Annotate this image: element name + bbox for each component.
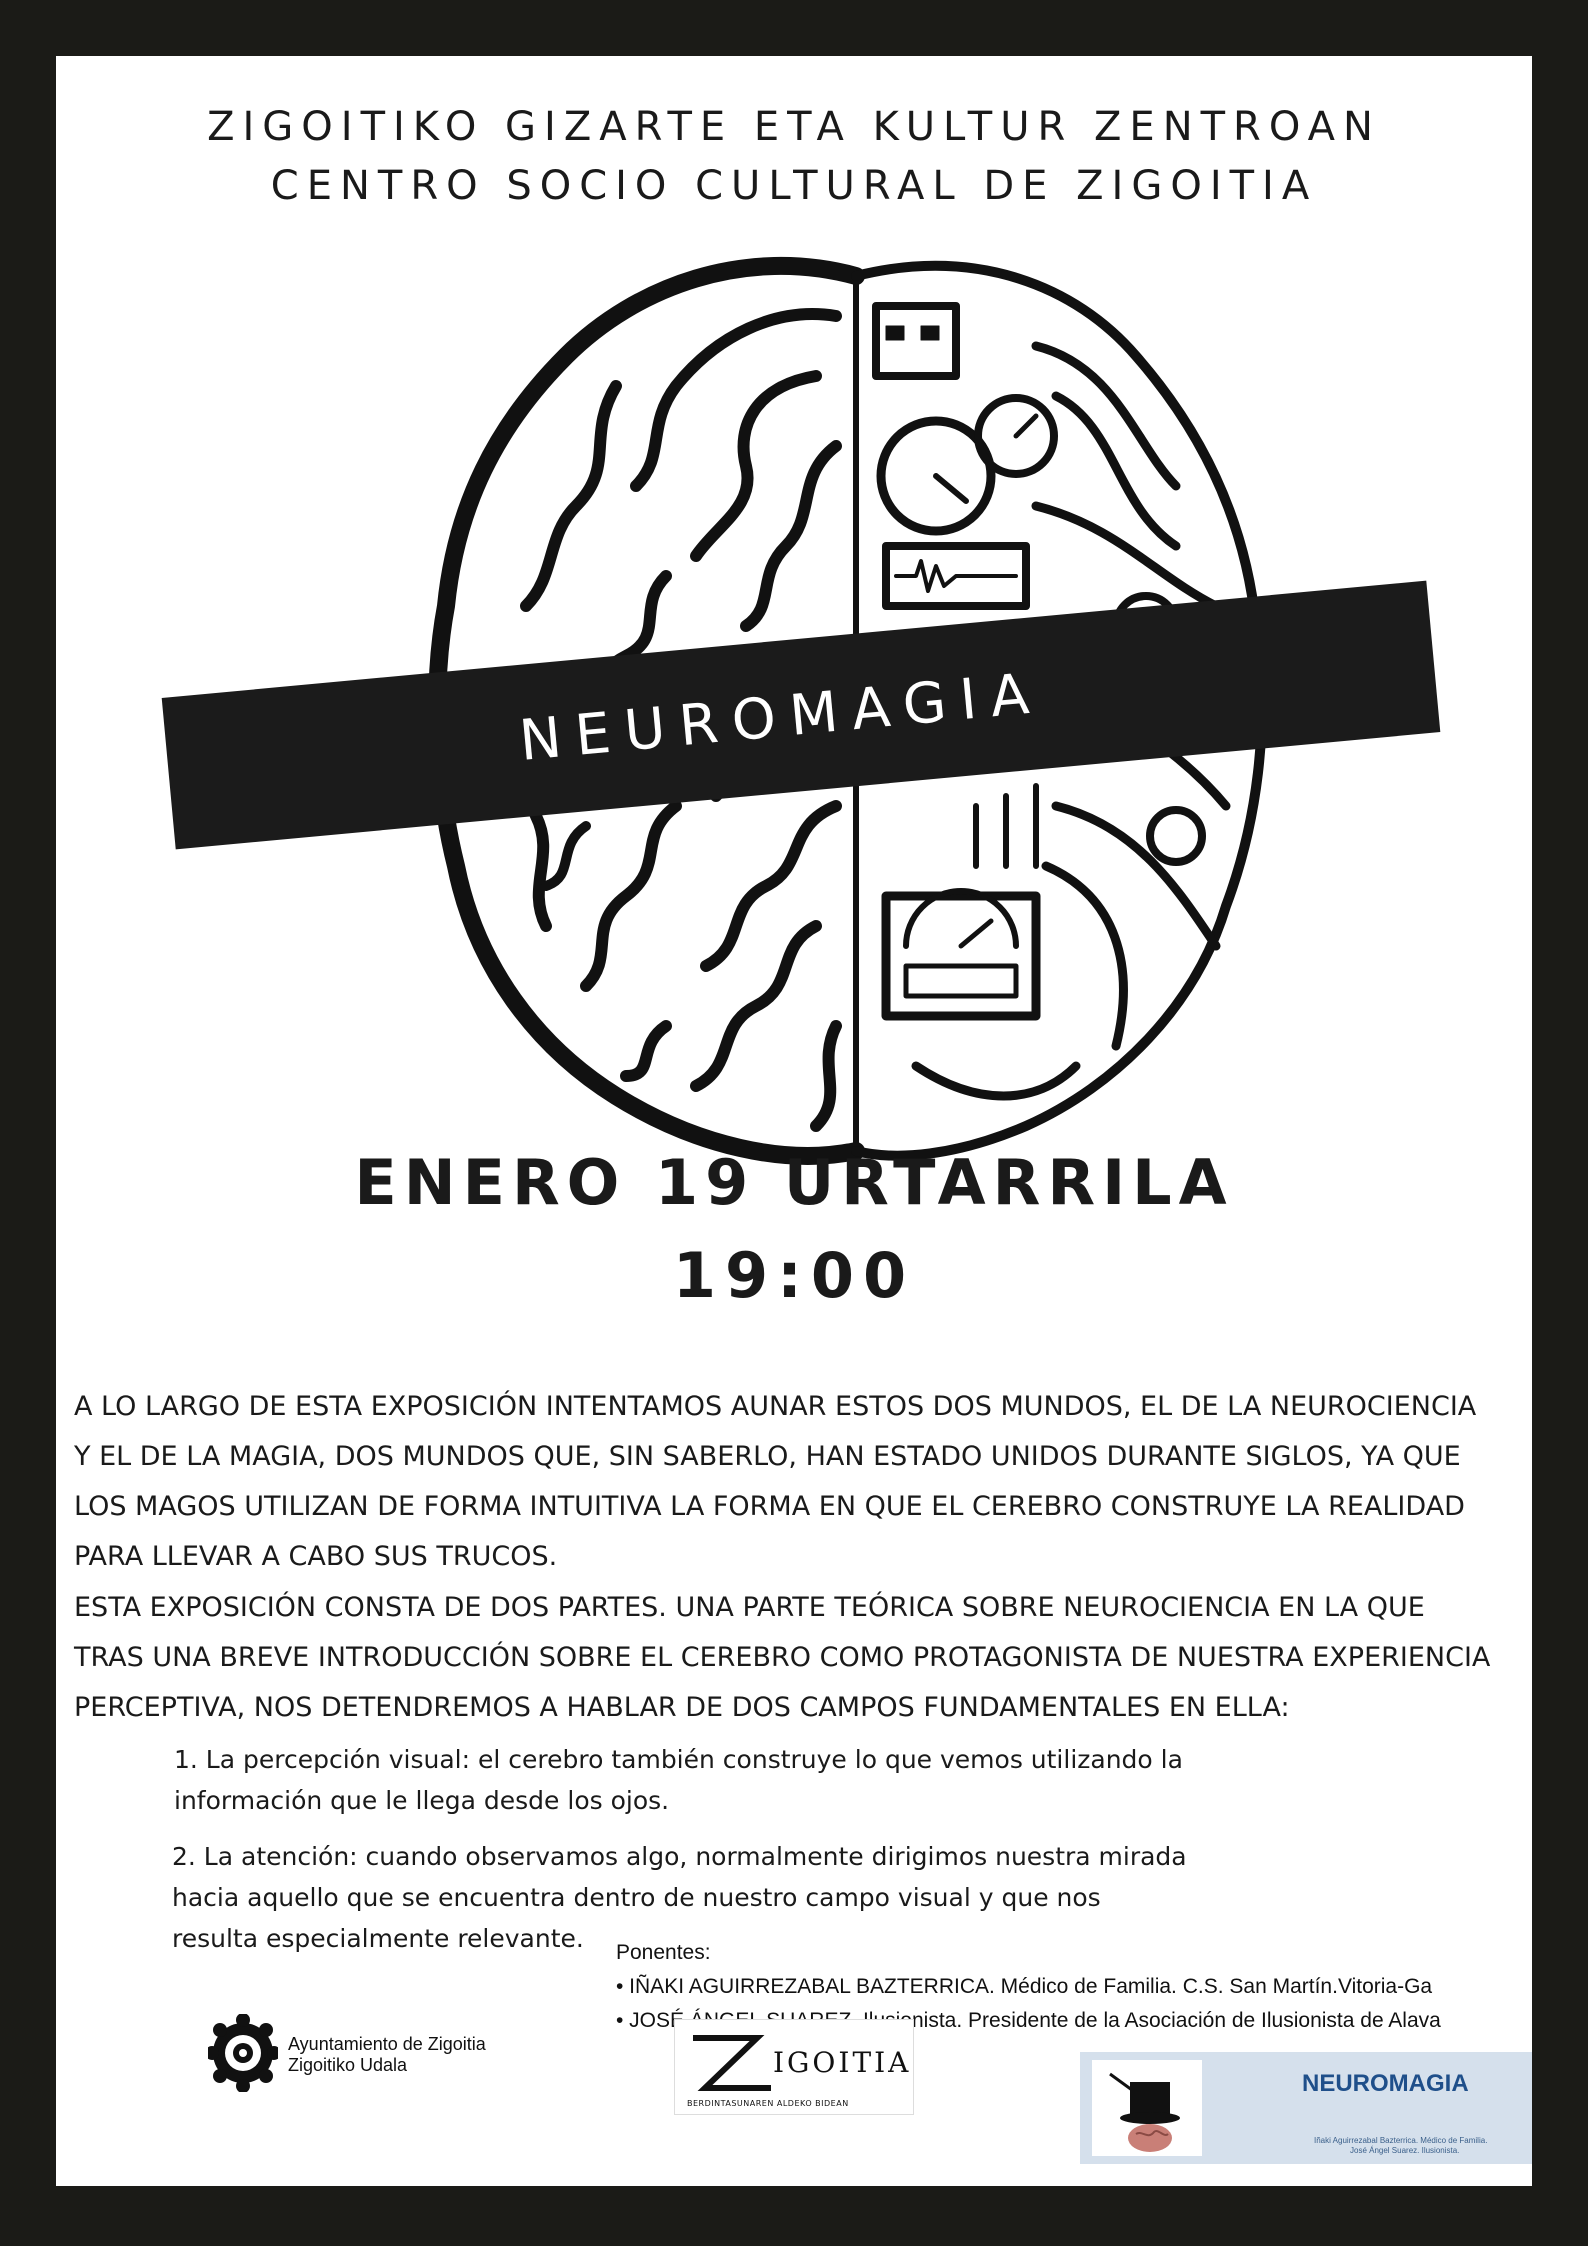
neuromagia-card-speaker-1: Iñaki Aguirrezabal Bazterrica. Médico de Familia. bbox=[1314, 2136, 1488, 2145]
item-line: hacia aquello que se encuentra dentro de nuestro campo visual y que nos bbox=[172, 1883, 1101, 1912]
venue-line-spanish: CENTRO SOCIO CULTURAL DE ZIGOITIA bbox=[270, 163, 1318, 209]
paragraph-line: LOS MAGOS UTILIZAN DE FORMA INTUITIVA LA FORMA EN QUE EL CEREBRO CONSTRUYE LA REALIDAD bbox=[74, 1491, 1465, 1522]
event-title: NEUROMAGIA bbox=[516, 660, 1046, 774]
item-line: resulta especialmente relevante. bbox=[172, 1924, 584, 1953]
neuromagia-card-title: NEUROMAGIA bbox=[1302, 2070, 1469, 2097]
speaker-item: • IÑAKI AGUIRREZABAL BAZTERRICA. Médico de Familia. C.S. San Martín.Vitoria-Ga bbox=[616, 1975, 1433, 1998]
ayuntamiento-crest-icon bbox=[208, 2014, 278, 2092]
poster bbox=[56, 56, 1532, 2186]
event-date: ENERO 19 URTARRILA bbox=[354, 1146, 1234, 1219]
paragraph-line: A LO LARGO DE ESTA EXPOSICIÓN INTENTAMOS AUNAR ESTOS DOS MUNDOS, EL DE LA NEUROCIENCIA bbox=[74, 1391, 1477, 1422]
speakers-heading: Ponentes: bbox=[616, 1941, 711, 1964]
paragraph-line: PARA LLEVAR A CABO SUS TRUCOS. bbox=[74, 1541, 558, 1572]
neuromagia-card bbox=[1080, 2052, 1532, 2164]
ayuntamiento-logo bbox=[208, 2014, 528, 2094]
event-time: 19:00 bbox=[672, 1239, 916, 1312]
svg-text:IGOITIA: IGOITIA bbox=[773, 2046, 912, 2079]
neuromagia-card-speaker-2: José Ángel Suarez. Ilusionista. bbox=[1350, 2146, 1460, 2155]
topic-item-visual-perception bbox=[174, 1739, 1183, 1821]
paragraph-line: ESTA EXPOSICIÓN CONSTA DE DOS PARTES. UNA PARTE TEÓRICA SOBRE NEUROCIENCIA EN LA QUE bbox=[74, 1592, 1425, 1623]
zigoitia-equality-logo bbox=[674, 2019, 914, 2115]
udala-name: Zigoitiko Udala bbox=[288, 2055, 408, 2075]
magician-hat-brain-icon bbox=[1092, 2060, 1202, 2156]
paragraph-line: TRAS UNA BREVE INTRODUCCIÓN SOBRE EL CEREBRO COMO PROTAGONISTA DE NUESTRA EXPERIENCIA bbox=[74, 1642, 1491, 1673]
paragraph-line: PERCEPTIVA, NOS DETENDREMOS A HABLAR DE DOS CAMPOS FUNDAMENTALES EN ELLA: bbox=[74, 1692, 1290, 1723]
item-line: 1. La percepción visual: el cerebro también construye lo que vemos utilizando la bbox=[174, 1745, 1183, 1774]
description-paragraph-1 bbox=[74, 1382, 1532, 1582]
item-line: información que le llega desde los ojos. bbox=[174, 1786, 670, 1815]
item-line: 2. La atención: cuando observamos algo, normalmente dirigimos nuestra mirada bbox=[172, 1842, 1187, 1871]
ayuntamiento-name: Ayuntamiento de Zigoitia bbox=[288, 2034, 486, 2054]
svg-text:BERDINTASUNAREN ALDEKO BIDEAN: BERDINTASUNAREN ALDEKO BIDEAN bbox=[687, 2099, 849, 2108]
paragraph-line: Y EL DE LA MAGIA, DOS MUNDOS QUE, SIN SABERLO, HAN ESTADO UNIDOS DURANTE SIGLOS, YA QUE bbox=[74, 1441, 1461, 1472]
venue-line-basque: ZIGOITIKO GIZARTE ETA KULTUR ZENTROAN bbox=[207, 104, 1381, 150]
speaker-item: • JOSÉ ÁNGEL SUAREZ. Ilusionista. Presidente de la Asociación de Ilusionista de Alava bbox=[616, 2009, 1441, 2032]
description-paragraph-2 bbox=[74, 1583, 1532, 1733]
